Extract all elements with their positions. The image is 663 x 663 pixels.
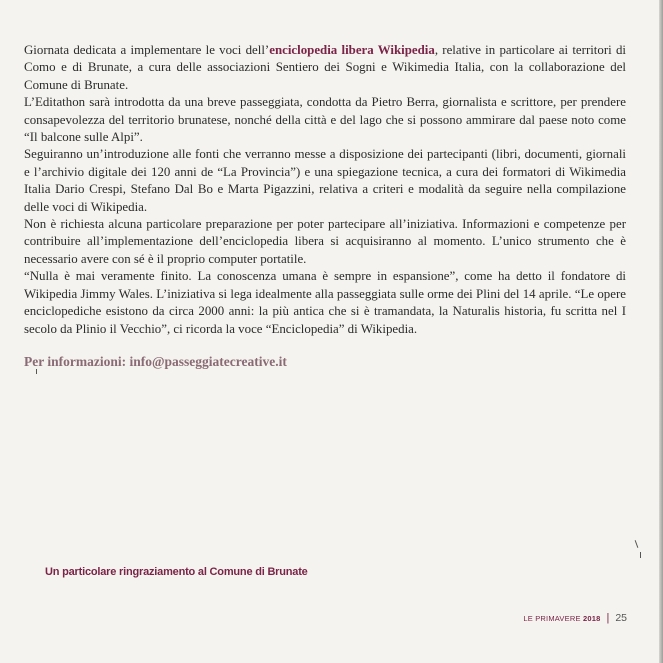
paragraph-sources: Seguiranno un’introduzione alle fonti che verranno messe a disposizione dei partecipanti (libri, documenti, giornali e l’archivio digitale dei 120 anni de “La Provincia”) e una spiegazione tecnica, a cura dei formatori di Wikimedia Italia Dario Crespi, Stefano Dal Bo e Marta Pigazzini, relativa a criteri e modalità da seguire nella compilazione delle voci di Wikipedia.	[24, 147, 626, 214]
article-body	[24, 42, 626, 338]
scan-speck	[635, 540, 639, 548]
contact-info: Per informazioni: info@passeggiatecreative.it	[24, 354, 287, 369]
scan-speck	[36, 369, 37, 374]
page-number: 25	[615, 612, 627, 624]
magazine-title: LE PRIMAVERE	[523, 613, 581, 623]
footer-separator: |	[606, 612, 610, 624]
magazine-year: 2018	[582, 613, 601, 623]
paragraph-quote: “Nulla è mai veramente finito. La conoscenza umana è sempre in espansione”, come ha detto il fondatore di Wikipedia Jimmy Wales. L’iniziativa si lega idealmente alla passeggiata sulle orme dei Plini del 14 aprile. “Le opere enciclopediche esistono da circa 2000 anni: la più antica che si è tramandata, la Naturalis historia, fu scritta nel I secolo da Plinio il Vecchio”, ci ricorda la voce “Enciclopedia” di Wikipedia.	[24, 269, 626, 336]
paragraph-intro-text-end: , relative in particolare ai territori di Como e di Brunate, a cura delle associazioni Sentiero dei Sogni e Wikimedia Italia, con la collaborazione del Comune di Brunate.	[24, 43, 626, 92]
paragraph-requirements: Non è richiesta alcuna particolare preparazione per poter partecipare all’iniziativa. Informazioni e competenze per contribuire all’implementazione dell’enciclopedia libera si acquisiranno al momento. L’unico strumento che è necessario avere con sé è il proprio computer portatile.	[24, 217, 626, 266]
magazine-name	[523, 614, 600, 623]
thanks-note: Un particolare ringraziamento al Comune di Brunate	[45, 566, 308, 578]
scan-edge	[659, 0, 663, 663]
paragraph-intro-text: Giornata dedicata a implementare le voci dell’	[24, 43, 270, 57]
scan-speck	[640, 552, 641, 558]
page-footer	[523, 612, 627, 624]
paragraph-editathon: L’Editathon sarà introdotta da una breve passeggiata, condotta da Pietro Berra, giornalista e scrittore, per prendere consapevolezza del territorio brunatese, nonché della città e del lago che si possono ammirare dal paese noto come “Il balcone sulle Alpi”.	[24, 95, 626, 145]
wikipedia-highlight: enciclopedia libera Wikipedia	[269, 43, 435, 57]
paragraph-intro	[24, 42, 626, 94]
